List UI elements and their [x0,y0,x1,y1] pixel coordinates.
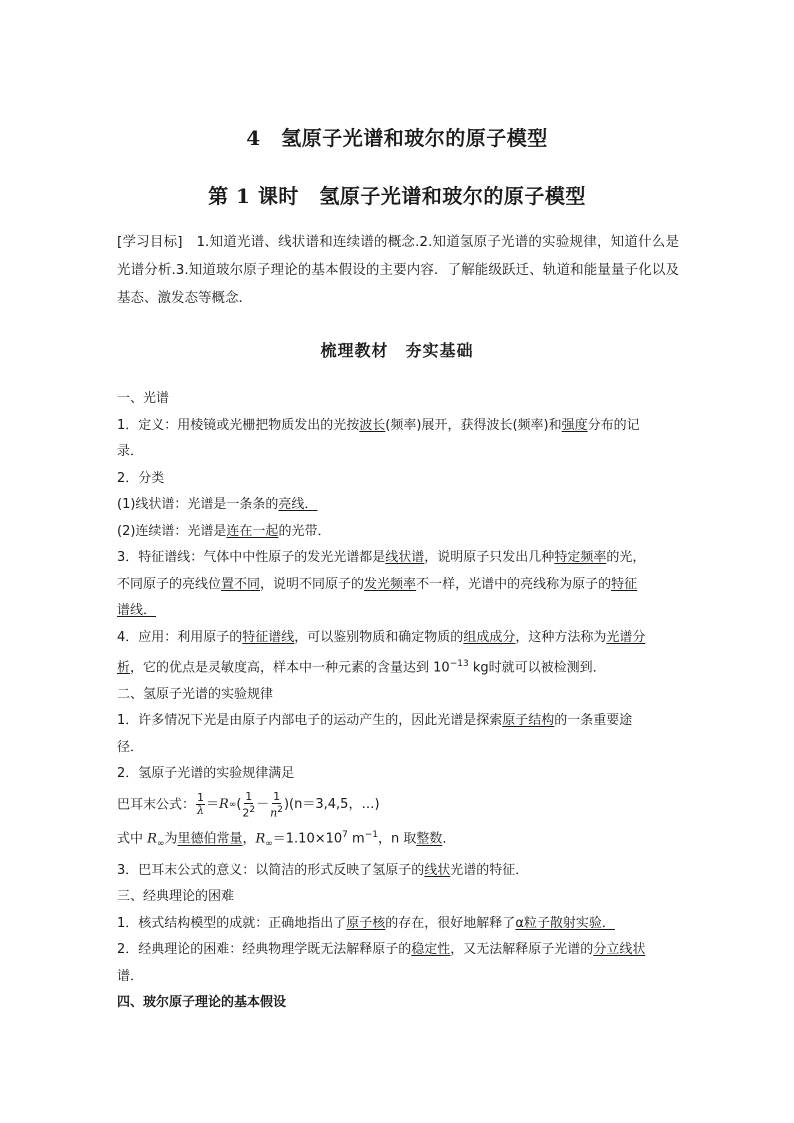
para-origin-2: 径． [117,739,144,755]
para-line-spectrum: (1)线状谱：光谱是一条条的亮线． [117,497,318,512]
para-definition-cont: 录． [117,444,144,459]
para-application-1: 4．应用：利用原子的特征谱线，可以鉴别物质和确定物质的组成成分，这种方法称为光谱分 [117,629,646,645]
para-difficulty-1: 2．经典理论的困难：经典物理学既无法解释原子的稳定性，又无法解释原子光谱的分立线状 [117,942,646,958]
heading-classical-difficulty: 三、经典理论的困难 [117,889,235,905]
lesson-title: 第 1 课时 氢原子光谱和玻尔的原子模型 [208,184,586,208]
heading-spectrum: 一、光谱 [117,391,170,406]
chapter-title: 4 氢原子光谱和玻尔的原子模型 [246,126,548,150]
learning-goals [117,228,679,312]
fraction-one-over-lambda: $\frac{1}{\lambda}$ [197,791,205,818]
fraction-one-over-n-squared: $\frac{1}{n^2}$ [270,789,283,820]
para-definition: 1．定义：用棱镜或光栅把物质发出的光按波长(频率)展开，获得波长(频率)和强度分布的记 [117,417,640,433]
para-significance: 3．巴耳末公式的意义：以简洁的形式反映了氢原子的线状光谱的特征． [117,862,529,878]
para-nuclear-model: 1．核式结构模型的成就：正确地指出了原子核的存在，很好地解释了α粒子散射实验． [117,915,615,931]
formula-expression: $\frac{1}{\lambda}$ ＝ R ∞ ( $\frac{1}{2^2}$ － $\frac{1}{n^2}$ )(n＝3,4,5，…) [197,789,380,820]
para-origin-1: 1．许多情况下光是由原子内部电子的运动产生的，因此光谱是探索原子结构的一条重要途 [117,713,633,729]
para-application-2: 析，它的优点是灵敏度高，样本中一种元素的含量达到 $10^{-13}$ kg时就可以被检测到． [117,659,606,676]
fraction-one-over-two-squared: $\frac{1}{2^2}$ [242,789,256,820]
heading-hydrogen-spectrum: 二、氢原子光谱的实验规律 [117,686,274,702]
heading-bohr-postulates: 四、玻尔原子理论的基本假设 [117,995,287,1011]
para-continuous-spectrum: (2)连续谱：光谱是连在一起的光带． [117,523,331,539]
content-body [117,386,679,1017]
para-feature-2: 不同原子的亮线位置不同，说明不同原子的发光频率不一样，光谱中的亮线称为原子的特征 [117,576,638,592]
para-feature-3: 谱线． [117,603,157,618]
section-title: 梳理教材 夯实基础 [320,341,474,360]
balmer-formula: 巴耳末公式： $\frac{1}{\lambda}$ ＝ R ∞ ( $\frac{1}{2^2}$ － $\frac{1}{n^2}$ )(n＝3,4,5，…) [117,788,679,823]
para-difficulty-2: 谱． [117,968,144,984]
para-classification: 2．分类 [117,470,165,486]
para-constant: 式中 $R_\infty$为里德伯常量，$R_\infty=1.10\times 10^7$ $m^{-1}$，n 取整数． [117,830,456,850]
goals-label: [学习目标] [117,234,183,250]
para-law: 2．氢原子光谱的实验规律满足 [117,766,295,782]
para-feature-1: 3．特征谱线：气体中中性原子的发光光谱都是线状谱，说明原子只发出几种特定频率的光， [117,550,646,565]
goals-text: 1.知道光谱、线状谱和连续谱的概念.2.知道氢原子光谱的实验规律，知道什么是光谱分析.3.知道玻尔原子理论的基本假设的主要内容．了解能级跃迁、轨道和能量量子化以及基态、激发态等概念． [117,234,679,306]
